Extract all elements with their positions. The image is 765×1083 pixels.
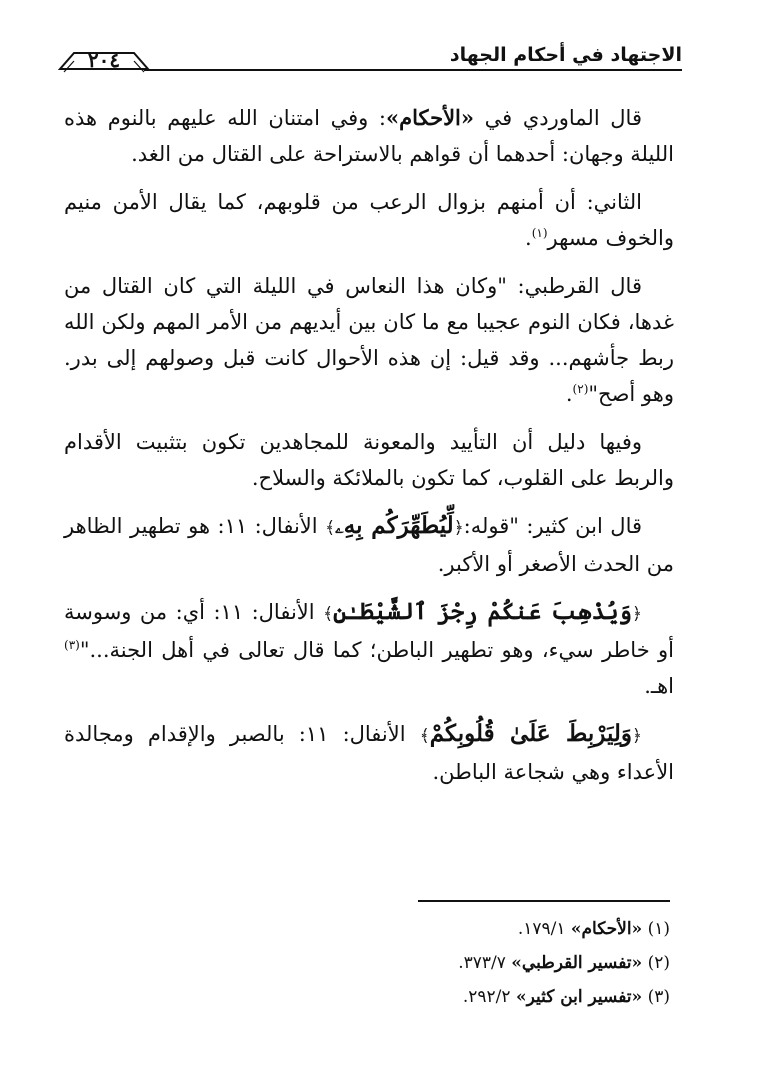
main-text bbox=[64, 100, 674, 802]
paragraph-text: : وفي امتنان الله عليهم بالنوم هذه الليلة وجهان: أحدهما أن قواهم بالاستراحة على القتال من الغد. bbox=[64, 106, 674, 166]
verse-open-bracket: ﴿ bbox=[453, 518, 464, 538]
footnote-item bbox=[64, 946, 670, 980]
verse-close-bracket: ﴾ bbox=[419, 726, 430, 746]
footnote-marker[interactable]: (١) bbox=[531, 226, 548, 240]
footnote-number: (٢) bbox=[647, 953, 670, 973]
paragraph-text: قال ابن كثير: "قوله: bbox=[463, 514, 643, 538]
verse-open-bracket: ﴿ bbox=[632, 726, 642, 746]
paragraph-verse-3 bbox=[64, 716, 674, 790]
footnotes bbox=[64, 912, 670, 1014]
paragraph-second bbox=[64, 184, 674, 256]
paragraph-text: وفيها دليل أن التأييد والمعونة للمجاهدين تكون بتثبيت الأقدام والربط على القلوب، كما تكون بالملائكة والسلاح. bbox=[64, 430, 674, 490]
paragraph-text: الأنفال: ١١: هو تطهير الظاهر من الحدث الأصغر أو الأكبر. bbox=[64, 514, 674, 576]
header-rule bbox=[144, 69, 682, 71]
footnote-source: «تفسير ابن كثير» bbox=[515, 987, 643, 1007]
paragraph-text: الثاني: أن أمنهم بزوال الرعب من قلوبهم، كما يقال الأمن منيم والخوف مسهر bbox=[64, 190, 674, 250]
paragraph-text: الأنفال: ١١: أي: من وسوسة أو خاطر سيء، وهو تطهير الباطن؛ كما قال تعالى في أهل الجنة..." bbox=[64, 600, 674, 662]
page-number: ٢٠٤ bbox=[87, 48, 121, 72]
paragraph-text: قال القرطبي: "وكان هذا النعاس في الليلة التي كان القتال من غدها، فكان النوم عجيبا مع ما كان بين أيديهم من الأمر المهم ولكن الله ربط جأشهم... وقد قيل: إن هذه الأحوال كانت قبل وصولهم إلى بدر. وهو أصح" bbox=[64, 274, 674, 406]
footnote-item bbox=[64, 980, 670, 1014]
footnote-marker[interactable]: (٢) bbox=[572, 382, 589, 396]
footnote-number: (٣) bbox=[647, 987, 670, 1007]
verse-close-bracket: ﴾ bbox=[325, 518, 336, 538]
running-title: الاجتهاد في أحكام الجهاد bbox=[449, 44, 682, 66]
paragraph-text: الأنفال: ١١: بالصبر والإقدام ومجالدة الأعداء وهي شجاعة الباطن. bbox=[64, 722, 674, 784]
footnote-reference: ١٧٩/١. bbox=[517, 919, 566, 939]
paragraph-mawardi bbox=[64, 100, 674, 172]
verse-open-bracket: ﴿ bbox=[632, 604, 642, 624]
paragraph-qurtubi bbox=[64, 268, 674, 412]
footnote-source: «تفسير القرطبي» bbox=[511, 953, 643, 973]
footnote-source: «الأحكام» bbox=[570, 919, 643, 939]
paragraph-verse-2 bbox=[64, 594, 674, 704]
verse-close-bracket: ﴾ bbox=[323, 604, 334, 624]
footnote-reference: ٢٩٢/٢. bbox=[462, 987, 511, 1007]
paragraph-text: اهـ. bbox=[644, 674, 674, 698]
paragraph-ibn-kathir bbox=[64, 508, 674, 582]
paragraph-text: قال الماوردي في bbox=[474, 106, 642, 130]
paragraph-text: . bbox=[525, 226, 532, 250]
footnote-separator bbox=[418, 900, 670, 902]
footnote-number: (١) bbox=[647, 919, 670, 939]
quran-verse: وَيُذْهِبَ عَنكُمْ رِجْزَ ٱلشَّيْطَـٰنِ bbox=[333, 598, 633, 625]
footnote-reference: ٣٧٣/٧. bbox=[458, 953, 506, 973]
book-title: «الأحكام» bbox=[385, 105, 475, 130]
footnote-item bbox=[64, 912, 670, 946]
quran-verse: وَلِيَرْبِطَ عَلَىٰ قُلُوبِكُمْ bbox=[429, 720, 633, 747]
footnote-marker[interactable]: (٣) bbox=[64, 638, 80, 652]
page-header bbox=[58, 38, 682, 78]
quran-verse: لِّيُطَهِّرَكُم بِهِۦ bbox=[335, 512, 454, 539]
paragraph-text: . bbox=[565, 382, 573, 406]
page-number-tag bbox=[58, 44, 150, 78]
paragraph-evidence bbox=[64, 424, 674, 496]
